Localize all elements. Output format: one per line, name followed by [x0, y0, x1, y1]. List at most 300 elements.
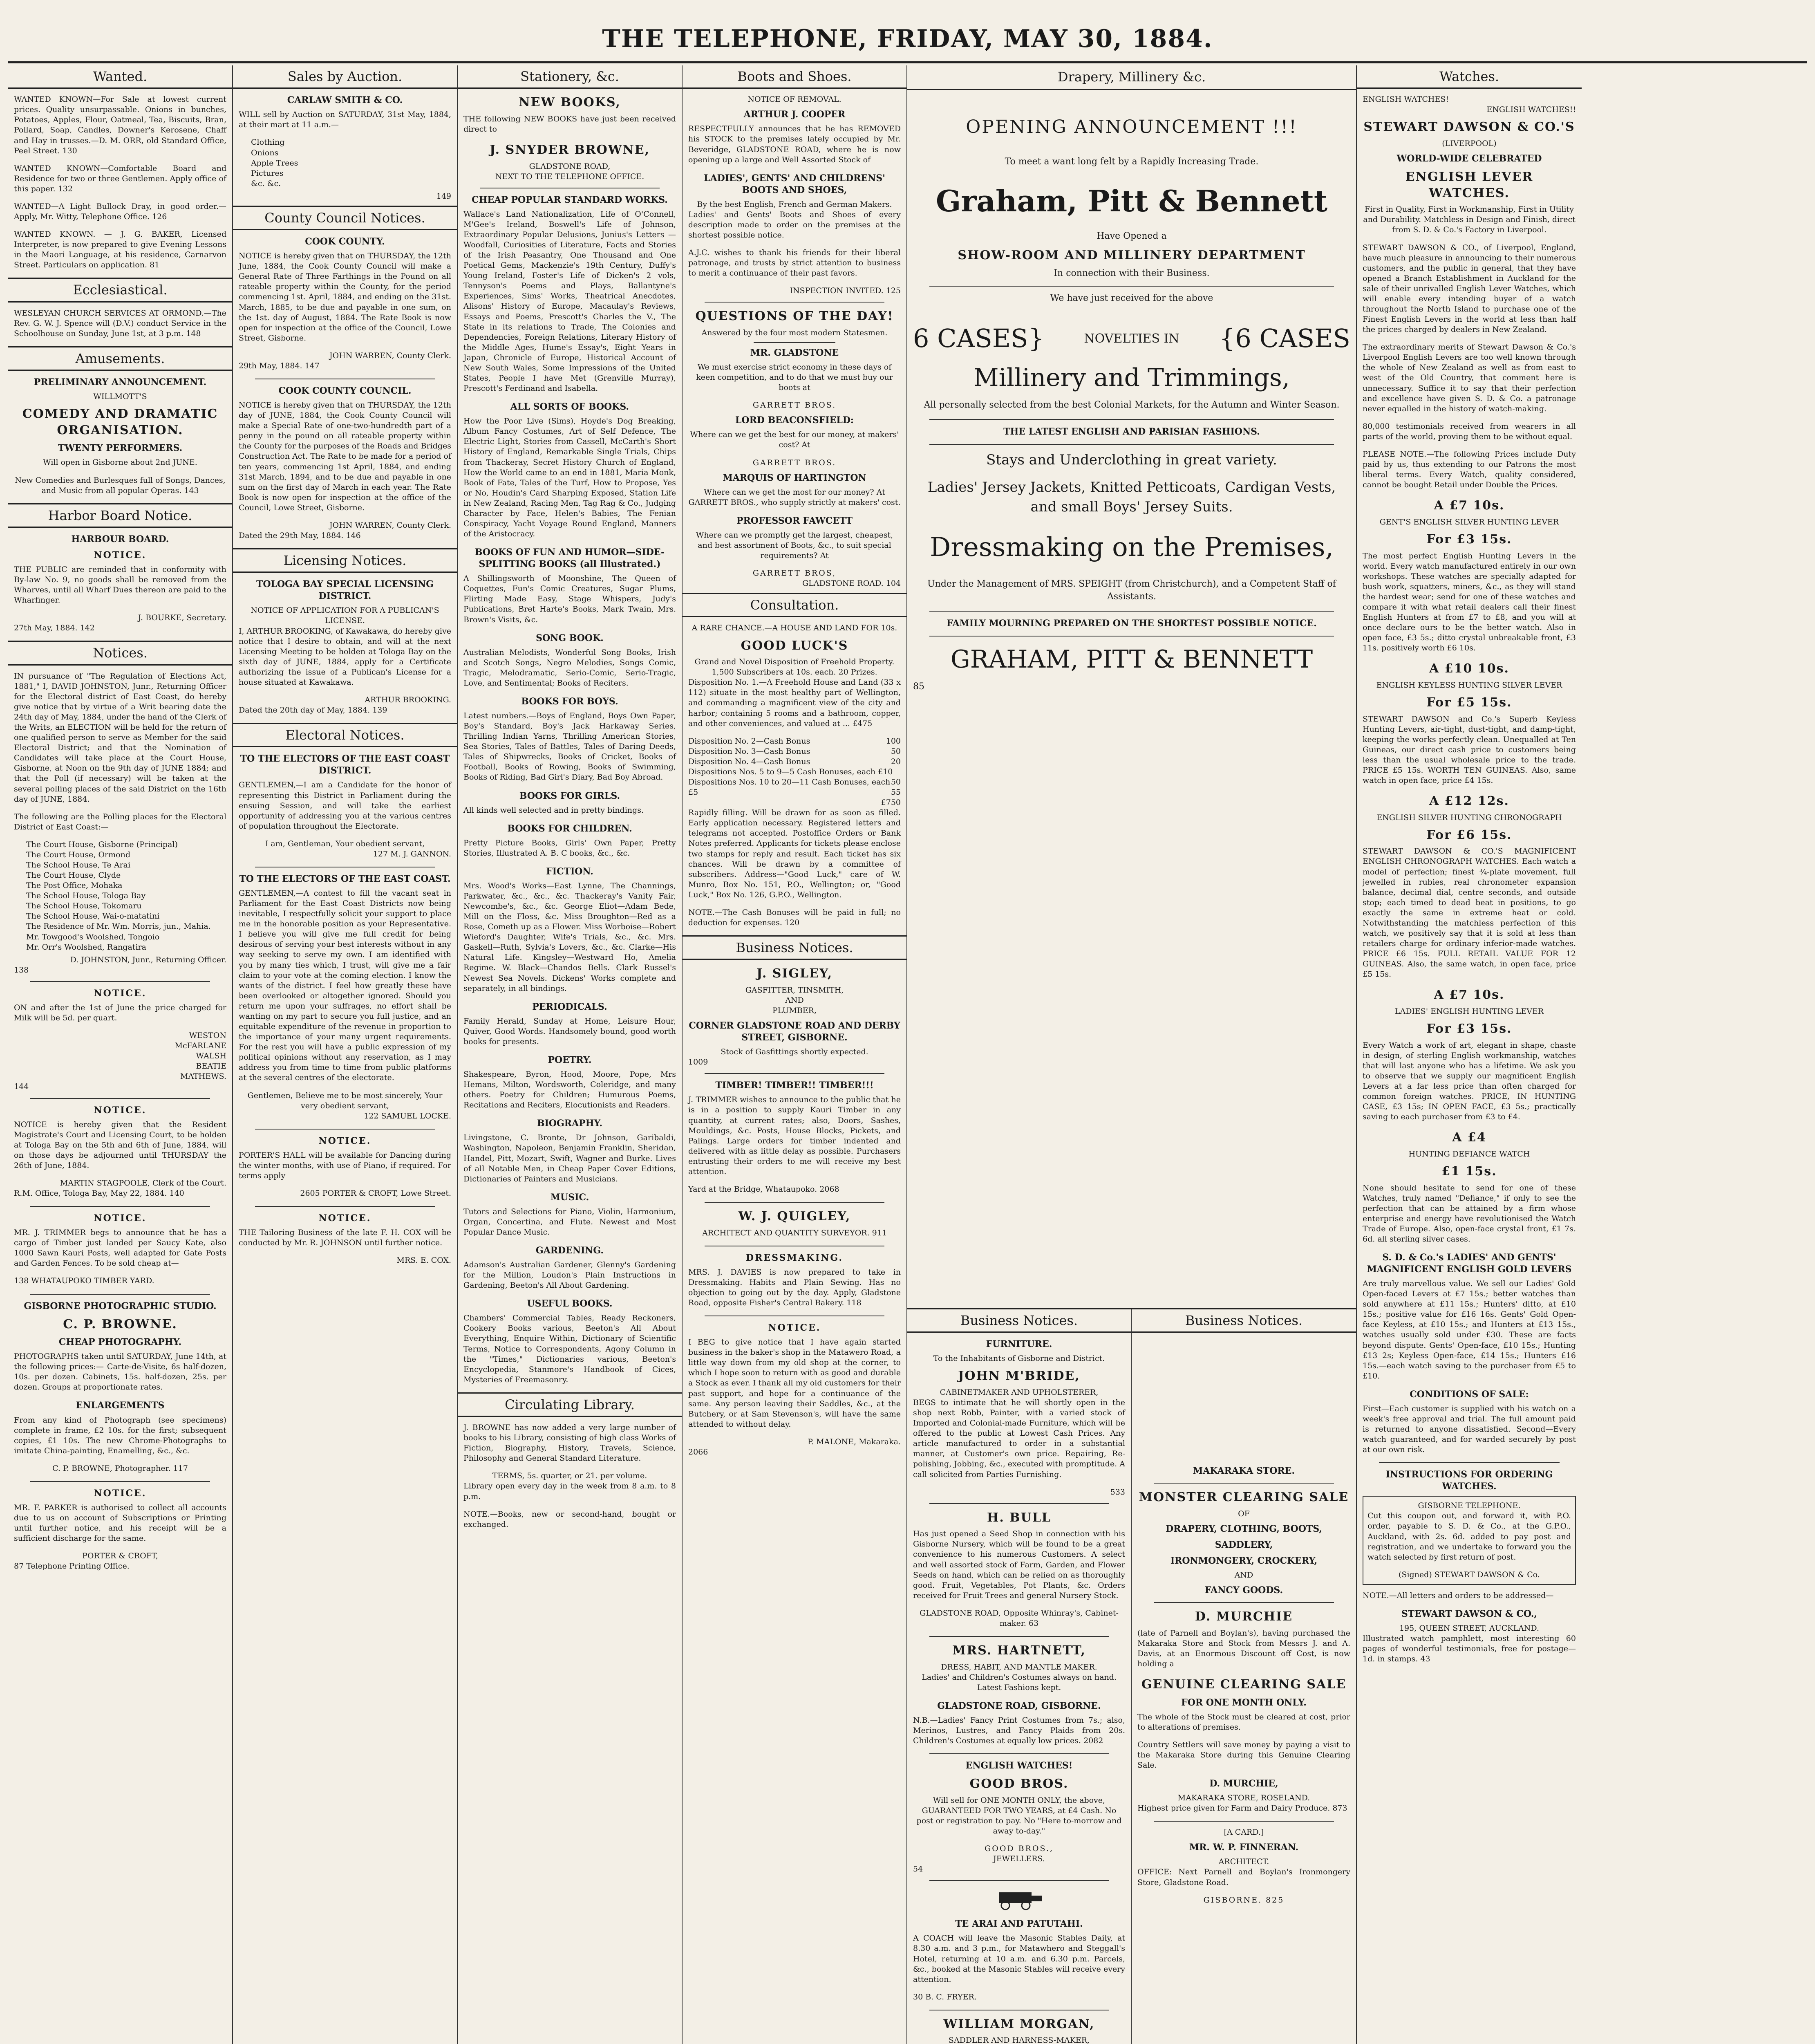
- section-heading-county: County Council Notices.: [233, 206, 457, 230]
- murchie-address: MAKARAKA STORE, ROSELAND.: [1177, 1793, 1310, 1803]
- section-heading-library: Circulating Library.: [458, 1392, 682, 1417]
- hartnett-body: Ladies' and Children's Costumes always on hand. Latest Fashions kept.: [922, 1672, 1117, 1692]
- section-heading-auction: Sales by Auction.: [233, 65, 457, 89]
- books-seller: J. SNYDER BROWNE,: [489, 142, 650, 157]
- divider: [30, 1206, 210, 1207]
- divider: [705, 1073, 884, 1074]
- coupon-sign: (Signed) STEWART DAWSON & Co.: [1399, 1570, 1540, 1579]
- consult-subscribers: 1,500 Subscribers at 10s. each. 20 Prizes.: [712, 668, 877, 677]
- prize-label: Disposition No. 4—Cash Bonus: [688, 757, 810, 766]
- dressmaking: Dressmaking on the Premises,: [930, 532, 1334, 563]
- harbor-sub: HARBOUR BOARD.: [71, 533, 169, 545]
- questions-title: QUESTIONS OF THE DAY!: [695, 309, 894, 324]
- polling-place: The School House, Wai-o-matatini: [26, 912, 160, 921]
- removal-footer: INSPECTION INVITED. 125: [790, 286, 901, 296]
- book-section-title: USEFUL BOOKS.: [527, 1298, 613, 1309]
- photo-studio: GISBORNE PHOTOGRAPHIC STUDIO.: [24, 1300, 217, 1311]
- book-section: [463, 194, 676, 394]
- election-notice: IN pursuance of "The Regulation of Elections Act, 1881," I, DAVID JOHNSTON, Junr., Returning Officer for the Electoral district of East Coast, do hereby give notice that by virtue of a Writ bearing date the 24th day of May, 1884, under the hand of the Clerk of the Writs, an ELECTION will be held for the return of one qualified person to serve as Member for the said Electoral District; and that the Nomination of Candidates will take place at the Court House, Gisborne, at Noon on the 9th day of JUNE 1884; and that the Poll (if necessary) will be taken at the several polling places of the said District on the 16th day of JUNE, 1884.: [14, 671, 226, 804]
- consult-body: Disposition No. 1.—A Freehold House and Land (33 x 112) situate in the most healthy part of Wellington, and commanding a magnificent view of the city and harbor; containing 5 rooms and a bathroom, copper, and other conveniences, and valued at ... £475: [688, 678, 901, 728]
- watch-firm: STEWART DAWSON & CO.'S: [1363, 120, 1575, 134]
- question-speaker: PROFESSOR FAWCETT: [736, 515, 853, 526]
- murchie-name: D. MURCHIE: [1195, 1609, 1293, 1624]
- divider: [929, 611, 1334, 612]
- watch-product: [1363, 498, 1576, 653]
- conditions-body: First—Each customer is supplied with his watch on a week's free approval and trial. The full amount paid is returned to anyone dissatisfied. Second—Every watch guaranteed, and for warded securely by post at our own risk.: [1363, 1404, 1576, 1455]
- milk-name: MATHEWS.: [180, 1072, 226, 1081]
- watch-price: A £4: [1452, 1130, 1486, 1145]
- court-notice-body: NOTICE is hereby given that the Resident Magistrate's Court and Licensing Court, to be holden at Tologa Bay on the 5th and 6th of June, 1884, will on those days be adjourned until THURSDAY the 26th of June, 1884.: [14, 1120, 226, 1170]
- polling-place: The Residence of Mr. Wm. Morris, jun., Mahia.: [26, 922, 211, 931]
- book-section: [463, 866, 676, 994]
- want-line: To meet a want long felt by a Rapidly Increasing Trade.: [1005, 157, 1259, 167]
- coupon-title: GISBORNE TELEPHONE.: [1418, 1501, 1521, 1511]
- divider: [1379, 1462, 1560, 1463]
- instructions-title: INSTRUCTIONS FOR ORDERING WATCHES.: [1385, 1469, 1553, 1492]
- wanted-ad-3: WANTED KNOWN. — J. G. BAKER, Licensed Interpreter, is now prepared to give Evening Lessons in the Maori Language, at his residence, Carnarvon Street. Particulars on application. 81: [14, 230, 226, 270]
- cox-notice-heading: NOTICE.: [318, 1213, 372, 1224]
- divider: [929, 636, 1334, 637]
- masthead: THE TELEPHONE, FRIDAY, MAY 30, 1884.: [8, 16, 1807, 63]
- book-section: [463, 1001, 676, 1047]
- fashions: THE LATEST ENGLISH AND PARISIAN FASHIONS.: [1003, 426, 1260, 437]
- photo-body: PHOTOGRAPHS taken until SATURDAY, June 14th, at the following prices:— Carte-de-Visite, 6s half-dozen, 10s. per dozen. Cabinets, 15s. half-dozen, 25s. per dozen. Groups at proportionate rates.: [14, 1352, 226, 1392]
- library-terms: TERMS, 5s. quarter, or 21. per volume.: [492, 1471, 647, 1481]
- divider: [929, 1880, 1109, 1881]
- firm-caps: GRAHAM, PITT & BENNETT: [950, 645, 1313, 674]
- harbor-sign: J. BOURKE, Secretary.: [138, 613, 226, 623]
- book-section: [463, 1298, 676, 1385]
- sigley-trade: GASFITTER, TINSMITH,: [745, 985, 844, 995]
- polling-intro: The following are the Polling places for the Electoral District of East Coast:—: [14, 812, 226, 831]
- prize-label: Disposition No. 2—Cash Bonus: [688, 736, 810, 746]
- book-section-title: BOOKS OF FUN AND HUMOR—SIDE-SPLITTING BOOKS (all Illustrated.): [474, 547, 665, 570]
- book-section-title: BOOKS FOR CHILDREN.: [507, 823, 632, 834]
- watch-name: LADIES' ENGLISH HUNTING LEVER: [1394, 1006, 1544, 1016]
- timber-notice-sign: 138 WHATAUPOKO TIMBER YARD.: [14, 1276, 154, 1286]
- licensing-title: TOLOGA BAY SPECIAL LICENSING DISTRICT.: [256, 579, 434, 602]
- quigley-body: ARCHITECT AND QUANTITY SURVEYOR. 911: [702, 1228, 887, 1237]
- auction-item: Clothing: [251, 138, 285, 147]
- county1-sign: JOHN WARREN, County Clerk.: [329, 351, 451, 360]
- goods-line: SADDLERY,: [1215, 1539, 1273, 1550]
- consult-intro: A RARE CHANCE.—A HOUSE AND LAND FOR 10s.: [692, 623, 897, 633]
- election-num: 138: [14, 965, 29, 975]
- library-body: J. BROWNE has now added a very large number of books to his Library, consisting of high class Works of Fiction, Biography, History, Travels, Science, Philosophy and General Standard Literature.: [463, 1423, 676, 1463]
- divider: [255, 1129, 435, 1130]
- dress-body: MRS. J. DAVIES is now prepared to take in Dressmaking. Habits and Plain Sewing. Has no objection to going out by the day. Apply, Gladstone Road, opposite Fisher's Central Bakery. 118: [688, 1267, 901, 1308]
- drapery-section: [907, 65, 1356, 1309]
- divider: [30, 981, 210, 982]
- parker-notice-footer: 87 Telephone Printing Office.: [14, 1562, 130, 1571]
- book-section-title: POETRY.: [548, 1054, 592, 1065]
- cases-row: [913, 321, 1350, 356]
- timber-notice-heading: NOTICE.: [94, 1213, 147, 1224]
- section-heading-ecclesiastical: Ecclesiastical.: [8, 278, 232, 302]
- question-text: Where can we promptly get the largest, cheapest, and best assortment of Boots, &c., to suit special requirements? At: [696, 530, 893, 560]
- divider: [1154, 1602, 1334, 1603]
- coach-picture: [913, 1887, 1125, 1914]
- book-section-body: Shakespeare, Byron, Hood, Moore, Pope, Mrs Hemans, Milton, Wordsworth, Coleridge, and many others. Poetry for Children; Humurous Poems, Recitations and Reciters, Elocutionists and Readers.: [463, 1070, 676, 1110]
- card-label: [A CARD.]: [1224, 1828, 1264, 1837]
- question-speaker: LORD BEACONSFIELD:: [735, 415, 854, 426]
- watch-name: GENT'S ENGLISH SILVER HUNTING LEVER: [1379, 517, 1559, 527]
- watch-firm-city: (LIVERPOOL): [1442, 139, 1497, 148]
- county1-date: 29th May, 1884. 147: [239, 361, 320, 370]
- removal-makers: By the best English, French and German Makers.: [697, 199, 892, 209]
- book-section-title: BOOKS FOR GIRLS.: [519, 790, 620, 801]
- coach-icon: [991, 1887, 1048, 1911]
- questions-footer: GLADSTONE ROAD. 104: [802, 579, 901, 588]
- prize-label: Disposition No. 3—Cash Bonus: [688, 746, 810, 756]
- mourning: FAMILY MOURNING PREPARED ON THE SHORTEST POSSIBLE NOTICE.: [947, 618, 1317, 629]
- amusements-performers: TWENTY PERFORMERS.: [58, 443, 183, 454]
- prize-row: [688, 746, 901, 757]
- gold-title: S. D. & Co.'s LADIES' AND GENTS' MAGNIFICENT ENGLISH GOLD LEVERS: [1367, 1252, 1572, 1275]
- coach-sign: 30 B. C. FRYER.: [913, 1992, 977, 2001]
- watch-desc: STEWART DAWSON and Co.'s Superb Keyless Hunting Levers, air-tight, dust-tight, and damp-tight, keeping the works perfectly clean. Unequalled at Ten Guineas, our direct cash price to customers being less than the usual wholesale price to the trade. PRICE £5 15s. WORTH TEN GUINEAS. Also, same watch in open face, price £4 15s.: [1363, 714, 1576, 785]
- received: We have just received for the above: [1050, 293, 1213, 303]
- sigley-trade: AND: [785, 996, 804, 1005]
- removal-body: RESPECTFULLY announces that he has REMOVED his STOCK to the premises lately occupied by Mr. Beveridge, GLADSTONE ROAD, where he is now opening up a large and Well Assorted Stock of: [688, 124, 901, 164]
- firm-name: Graham, Pitt & Bennett: [935, 184, 1328, 219]
- book-section-body: All kinds well selected and in pretty bindings.: [463, 805, 644, 815]
- book-section-title: GARDENING.: [535, 1245, 604, 1256]
- column-3: [458, 65, 683, 2044]
- prize-row: [688, 757, 901, 767]
- elect2-body: GENTLEMEN,—A contest to fill the vacant seat in Parliament for the East Coast Districts now being inevitable, I respectfully solicit your support to place me in the honorable position as your Representative. I believe you will give me full credit for being desirous of serving your best interests without in any way seeking to serve my own. I am identified with you by many ties which, I trust, will give me a fair claim to your vote at the coming election. I know the wants of the district. I feel how greatly these have been overlooked or altogether ignored. Should you return me upon your suffrages, no effort shall be wanting on my part to secure you full justice, and an equitable expenditure of the revenue in proportion to the importance of your many urgent requirements. For the rest you will have a public expression of my political opinions without any reservation, as I may address you from time to time from public platforms at the several centres of the electorate.: [239, 889, 451, 1083]
- milk-notice-heading: NOTICE.: [94, 988, 147, 999]
- milk-notice-body: ON and after the 1st of June the price charged for Milk will be 5d. per quart.: [14, 1003, 226, 1022]
- goodbros-name: GOOD BROS.: [969, 1777, 1069, 1791]
- milk-name: WESTON: [189, 1031, 226, 1040]
- hartnett-trade: DRESS, HABIT, AND MANTLE MAKER.: [941, 1662, 1097, 1672]
- sigley-num: 1009: [688, 1058, 708, 1067]
- watch-for: For £6 15s.: [1426, 827, 1512, 842]
- section-heading-harbor: Harbor Board Notice.: [8, 503, 232, 528]
- book-section-body: Livingstone, C. Bronte, Dr Johnson, Garibaldi, Washington, Napoleon, Benjamin Franklin, Sheridan, Handel, Pitt, Mozart, Swift, Wagner and Burke. Lives of all Notable Men, in Cheap Paper Cover Editions, Dictionaries of Painters and Musicians.: [463, 1133, 676, 1183]
- goodbros-trade: JEWELLERS.: [993, 1854, 1045, 1864]
- book-section-title: SONG BOOK.: [536, 632, 604, 643]
- section-heading-electoral: Electoral Notices.: [233, 723, 457, 747]
- business-subcolumn-b: [1132, 1309, 1356, 2044]
- amusements-line-1: Will open in Gisborne about 2nd JUNE.: [43, 458, 197, 467]
- banner-1: ENGLISH WATCHES!: [1363, 95, 1449, 104]
- makaraka: MAKARAKA STORE.: [1193, 1466, 1295, 1477]
- coach-body: A COACH will leave the Masonic Stables Daily, at 8.30 a.m. and 3 p.m., for Matawhero and Steggall's Hotel, returning at 10 a.m. and 6.30 p.m. Parcels, &c., booked at the Masonic Stables will receive every attention.: [913, 1934, 1125, 1984]
- showroom: SHOW-ROOM AND MILLINERY DEPARTMENT: [958, 248, 1306, 262]
- question-block: [688, 347, 901, 410]
- watch-desc: None should hesitate to send for one of these Watches, truly named "Defiance," if only to see the perfection that can be attained by a firm whose enterprise and energy have revolutionised the Watch Trade of Europe. Also, open-face crystal front, £1 7s. 6d. all sterling silver cases.: [1363, 1183, 1576, 1244]
- licensing-sub: NOTICE OF APPLICATION FOR A PUBLICAN'S LICENSE.: [251, 606, 439, 625]
- county2-sign: JOHN WARREN, County Clerk.: [329, 520, 451, 530]
- consult-note: NOTE.—The Cash Bonuses will be paid in full; no deduction for expenses. 120: [688, 908, 901, 928]
- watch-product: [1363, 661, 1576, 786]
- parker-notice-heading: NOTICE.: [94, 1488, 147, 1499]
- divider: [705, 302, 884, 303]
- malone-num: 2066: [688, 1447, 708, 1457]
- timber-body: J. TRIMMER wishes to announce to the public that he is in a position to supply Kauri Timber in any quantity, at current rates; also, Doors, Sashes, Mouldings, &c. Posts, House Blocks, Pickets, and Palings. Large orders for timber indented and delivered with as little delay as possible. Purchasers entrusting their orders to me will receive my best attention.: [688, 1095, 901, 1176]
- column-5: [907, 65, 1357, 2044]
- finneran-place: GISBORNE. 825: [1203, 1895, 1285, 1905]
- furniture-to: To the Inhabitants of Gisborne and District.: [933, 1354, 1105, 1363]
- divider: [929, 1636, 1109, 1637]
- bull-name: H. BULL: [987, 1510, 1051, 1525]
- malone-heading: NOTICE.: [768, 1322, 821, 1334]
- county2-body: NOTICE is hereby given that on THURSDAY, the 12th day of JUNE, 1884, the Cook County Council will make a Special Rate of one-two-hundredth part of a penny in the pound on all rateable property within the County for the purposes of the Roads and Bridges Construction Act. The Rate to be made for a period of ten years, commencing 1st April, 1884, and ending 31st March, 1894, and to be due and payable in one sum on the first day of March in each year. The Rate Book is now open for inspection at the office of the Council, Lowe Street, Gisborne.: [239, 401, 451, 512]
- hartnett-name: MRS. HARTNETT,: [952, 1643, 1086, 1658]
- timber-address: Yard at the Bridge, Whataupoko. 2068: [688, 1185, 839, 1194]
- bull-address: GLADSTONE ROAD, Opposite Whinray's, Cabinet-maker. 63: [920, 1608, 1119, 1628]
- have-opened: Have Opened a: [1097, 231, 1167, 241]
- watch-desc: Every Watch a work of art, elegant in shape, chaste in design, of sterling English workmanship, watches that will last anyone who has a lifetime. We ask you to observe that we supply our magnificent English Levers at a far less price than often charged for common foreign watches. PRICE, IN HUNTING CASE, £3 15s; IN OPEN FACE, £3 5s.; practically saving to each purchaser from £3 to £4.: [1363, 1040, 1576, 1122]
- book-section: [463, 632, 676, 688]
- book-section: [463, 1054, 676, 1110]
- prize-label: Dispositions Nos. 5 to 9—5 Cash Bonuses, each £10: [688, 767, 893, 776]
- furniture-name: JOHN M'BRIDE,: [958, 1369, 1080, 1383]
- section-heading-consultation: Consultation.: [683, 593, 906, 617]
- watch-price: A £7 10s.: [1434, 498, 1505, 513]
- of-label: OF: [1238, 1509, 1250, 1518]
- questions-intro: Answered by the four most modern Statesmen.: [701, 328, 888, 337]
- polling-place: The School House, Tologa Bay: [26, 891, 146, 901]
- question-text: Where can we get the most for our money? At GARRETT BROS., who supply strictly at makers' cost.: [688, 487, 901, 507]
- watch-for: For £3 15s.: [1426, 1022, 1512, 1036]
- prize-label: Dispositions Nos. 10 to 20—11 Cash Bonuses, each £5: [688, 778, 891, 797]
- divider: [929, 444, 1334, 445]
- banner-2: ENGLISH WATCHES!!: [1486, 105, 1576, 114]
- books-title: NEW BOOKS,: [519, 95, 621, 110]
- watch-desc: The most perfect English Hunting Levers in the world. Every watch manufactured entirely in our own workshops. These watches are specially adapted for bush work, squatters, miners, &c., as they will stand the hardest wear; send for one of these watches and compare it with what retail dealers call their finest English Hunters at from £7 to £8, and you will at once declare ours to be the better watch. Also in open face, £3 5s.; ditto crystal unbreakable front, £3 11s. positively worth £6 10s.: [1363, 551, 1576, 653]
- milk-num: 144: [14, 1082, 29, 1091]
- removal-notice: NOTICE OF REMOVAL.: [747, 95, 841, 104]
- consult-sub: Grand and Novel Disposition of Freehold Property.: [694, 657, 895, 667]
- book-section: [463, 401, 676, 539]
- section-heading-drapery: Drapery, Millinery &c.: [907, 65, 1356, 90]
- question-block: [688, 472, 901, 508]
- monster-sale: MONSTER CLEARING SALE: [1139, 1490, 1349, 1505]
- milk-name: WALSH: [196, 1051, 226, 1061]
- book-section-title: BOOKS FOR BOYS.: [521, 696, 618, 707]
- cases-left: 6 CASES}: [913, 323, 1045, 354]
- library-note: NOTE.—Books, new or second-hand, bought or exchanged.: [463, 1509, 676, 1529]
- pamphlet: Illustrated watch pamphlett, most interesting 60 pages of wonderful testimonials, free for postage—1d. in stamps. 43: [1363, 1634, 1576, 1664]
- watch-for: £1 15s.: [1441, 1164, 1497, 1179]
- book-section-body: Pretty Picture Books, Girls' Own Paper, Pretty Stories, Illustrated A. B. C books, &c., &c.: [463, 838, 676, 858]
- question-answer: GARRETT BROS.: [752, 458, 837, 467]
- business-notices-area: [907, 1309, 1356, 2044]
- question-speaker: MR. GLADSTONE: [750, 347, 839, 359]
- auction-item: Apple Trees: [251, 158, 298, 168]
- amusements-preliminary: PRELIMINARY ANNOUNCEMENT.: [34, 377, 207, 388]
- books-intro: THE following NEW BOOKS have just been received direct to: [463, 114, 676, 134]
- quigley-name: W. J. QUIGLEY,: [738, 1209, 851, 1224]
- divider: [705, 1202, 884, 1203]
- furniture-body: BEGS to intimate that he will shortly open in the shop next Robb, Painter, with a varied stock of Imported and Colonial-made Furniture, which will be offered to the public at Lowest Cash Prices. Any article manufactured to order in a substantial manner, at Customer's own price. Repairing, Re-polishing, Jobbing, &c., executed with promptitude. A call solicited from Parties Furnishing.: [913, 1398, 1125, 1479]
- harbor-notice-label: NOTICE.: [94, 549, 147, 560]
- question-speaker: MARQUIS OF HARTINGTON: [723, 472, 866, 483]
- auction-item: &c. &c.: [251, 179, 281, 188]
- prize-row: [688, 736, 901, 746]
- prize-value: 20: [891, 757, 901, 766]
- book-section-body: How the Poor Live (Sims), Hoyde's Dog Breaking, Album Fancy Costumes, Art of Self Defence, The Electric Light, Stories from Cassell, McCarth's Short History of England, Remarkable Single Trials, Chips from Thackeray, Secret History Church of England, How the World came to an end in 1881, Maria Monk, Book of Fate, Tales of the Turf, How to Propose, Yes or No, Houdin's Card Sharping Exposed, Station Life in New Zealand, Racing Men, Tag Rag & Co., Judging Character by Face, Helen's Babies, The Fenian Conspiracy, Yacht Voyage Round England, Manners of the Aristocracy.: [463, 417, 676, 539]
- millinery: Millinery and Trimmings,: [974, 363, 1290, 392]
- elect2-title: TO THE ELECTORS OF THE EAST COAST.: [239, 873, 451, 884]
- photo-name: C. P. BROWNE.: [63, 1317, 177, 1331]
- sigley-address: CORNER GLADSTONE ROAD AND DERBY STREET, GISBORNE.: [689, 1020, 900, 1043]
- goods-line: FANCY GOODS.: [1204, 1585, 1283, 1596]
- polling-place: Mr. Towgood's Woolshed, Tongoio: [26, 932, 160, 941]
- polling-list: [26, 840, 226, 953]
- genuine-sale: GENUINE CLEARING SALE: [1141, 1677, 1347, 1692]
- gold-body: Are truly marvellous value. We sell our Ladies' Gold Open-faced Levers at £7 15s.; better watches than sold anywhere at £11 15s.; Hunters' ditto, at £10 15s.; positive value for £16 16s. Gents' Gold Open-face Keyless, at £10 15s.; and Hunters at £13 15s., watches usually sold under £30. These are facts beyond dispute. Gents' Open-face, £10 15s.; Hunting £13 2s; Keyless Open-face, £14 15s.; Hunters £16 15s.—each watch saving to the purchaser from £5 to £10.: [1363, 1279, 1576, 1381]
- photo-cheap: CHEAP PHOTOGRAPHY.: [58, 1337, 182, 1348]
- book-section-title: PERIODICALS.: [532, 1001, 607, 1012]
- firm-num: 85: [913, 681, 924, 692]
- watch-extraordinary: The extraordinary merits of Stewart Dawson & Co.'s Liverpool English Levers are too well known through the whole of New Zealand as well as from east to west of the Old Country, that comment here is unnecessary. Suffice it to say that their perfection and excellence have given S. D. & Co. a patronage never equalled in the history of watch-making.: [1363, 343, 1576, 413]
- court-notice-heading: NOTICE.: [94, 1105, 147, 1116]
- cases-mid: NOVELTIES IN: [1084, 331, 1179, 346]
- milk-name: BEATIE: [196, 1062, 226, 1071]
- column-1: [8, 65, 233, 2044]
- divider: [30, 1481, 210, 1482]
- cox-notice-sign: MRS. E. COX.: [396, 1256, 451, 1265]
- section-heading-wanted: Wanted.: [8, 65, 232, 89]
- book-section: [463, 547, 676, 625]
- hartnett-address: GLADSTONE ROAD, GISBORNE.: [937, 1700, 1101, 1711]
- polling-place: The Post Office, Mohaka: [26, 881, 123, 890]
- malone-sign: P. MALONE, Makaraka.: [808, 1437, 901, 1446]
- divider: [1154, 1483, 1334, 1484]
- removal-stock: LADIES', GENTS' AND CHILDRENS' BOOTS AND SHOES,: [704, 173, 885, 195]
- cases-right: {6 CASES: [1219, 323, 1350, 354]
- watch-price: A £12 12s.: [1429, 794, 1509, 809]
- polling-place: Mr. Orr's Woolshed, Rangatira: [26, 942, 146, 952]
- prize-value: 100: [886, 736, 901, 746]
- watch-price: A £10 10s.: [1429, 661, 1509, 676]
- book-section-body: Wallace's Land Nationalization, Life of O'Connell, M'Gee's Ireland, Boswell's Life of Johnson, Extraordinary Popular Delusions, Junius's Letters — Woodfall, Curiosities of Literature, Facts and Stories of the Irish Peasantry, One Thousand and One Poetical Gems, Mackenzie's 19th Century, Duffy's Young Ireland, Foster's Life of Dicken's 2 vols, Tennyson's Poems and Plays, Ballantyne's Experiences, Sims' Works, Theatrical Anecdotes, Alisons' History of Europe, Macaulay's Reviews, Essays and Poems, Prescott's Charles the V., The State in its relations to Trade, The Colonies and Dependencies, Foreign Relations, Literary History of the Middle Ages, Hume's Essay's, Eight Years in Japan, Chronicle of Europe, Historical Account of New South Wales, Some Impressions of the United States, People I have Met (Grenville Murray), Prescott's Ferdinand and Isabella.: [463, 209, 676, 393]
- book-section-body: Tutors and Selections for Piano, Violin, Harmonium, Organ, Concertina, and Flute. Newest and Most Popular Dance Music.: [463, 1207, 676, 1237]
- goods-line: DRAPERY, CLOTHING, BOOTS,: [1165, 1523, 1323, 1534]
- watch-for: For £5 15s.: [1426, 695, 1512, 710]
- first-in: First in Quality, First in Workmanship, First in Utility and Durability. Matchless in Design and Finish, direct from S. D. & Co.'s Factory in Liverpool.: [1363, 205, 1576, 235]
- watch-product: [1363, 793, 1576, 979]
- celebrated: WORLD-WIDE CELEBRATED: [1396, 153, 1542, 164]
- book-section-body: Mrs. Wood's Works—East Lynne, The Channings, Parkwater, &c., &c., &c. Thackeray's Vanity Fair, Newcombe's, &c., &c. George Eliot—Adam Bede, Mill on the Floss, &c. Miss Broughton—Red as a Rose, Cometh up as a Flower. Miss Worboise—Robert Wieford's Daughter, Wife's Trials, &c., &c. Mrs. Gaskell—Ruth, Sylvia's Lovers, &c., &c. Clarke—His Natural Life. Kingsley—Westward Ho, Amelia Regime. W. Black—Chandos Bells. Clark Russel's Newest Sea Novels. Dickens' Works complete and separately, in all bindings.: [463, 881, 676, 993]
- sigley-name: J. SIGLEY,: [756, 966, 833, 981]
- hall-notice-body: PORTER'S HALL will be available for Dancing during the winter months, with use of Piano, if required. For terms apply: [239, 1150, 451, 1180]
- question-answer: GARRETT BROS,: [752, 569, 837, 578]
- auction-body: WILL sell by Auction on SATURDAY, 31st May, 1884, at their mart at 11 a.m.—: [239, 110, 451, 130]
- goodbros-body: Will sell for ONE MONTH ONLY, the above, GUARANTEED FOR TWO YEARS, at £4 Cash. No post or registration to pay. No "Here to-morrow and away to-day.": [916, 1795, 1122, 1836]
- hartnett-nb: N.B.—Ladies' Fancy Print Costumes from 7s.; also, Merinos, Lustres, and Fancy Plaids from 20s. Children's Costumes at equally low prices. 2082: [913, 1715, 1125, 1746]
- book-section-body: A Shillingsworth of Moonshine, The Queen of Coquettes, Fun's Comic Creatures, Sugar Plums, Flirting Made Easy, Stage Whispers, Judy's Publications, Bret Harte's Books, Mark Twain, Mrs. Brown's Visits, &c.: [463, 574, 676, 624]
- books-next: NEXT TO THE TELEPHONE OFFICE.: [495, 172, 645, 181]
- book-section-body: Chambers' Commercial Tables, Ready Reckoners, Cookery Books various, Beeton's All About Everything, Enquire Within, Dictionary of Scientific Terms, Notice to Correspondents, Agony Column in the "Times," Dictionaries various, Beeton's Encyclopedia, Stanmore's Handbook of Cices, Mysteries of Freemasonry.: [463, 1313, 676, 1384]
- question-answer: GARRETT BROS.: [752, 401, 837, 410]
- section-heading-stationery: Stationery, &c.: [458, 65, 682, 89]
- parker-notice-body: MR. F. PARKER is authorised to collect all accounts due to us on account of Subscriptions or Printing until further notice, and his receipt will be a sufficient discharge for the same.: [14, 1503, 226, 1543]
- malone-body: I BEG to give notice that I have again started business in the baker's shop in the Matawero Road, a little way down from my old shop at the corner, to which I hope soon to return with as good and durable a Stock as ever. I thank all my old customers for their past support, and hope for a continuance of the same. Any person leaving their Saddles, &c., at the Butchery, or at Sam Stevenson's, will have the same attended to without delay.: [688, 1338, 901, 1429]
- book-section: [463, 1192, 676, 1237]
- watch-price: A £7 10s.: [1434, 988, 1505, 1002]
- book-section-title: BIOGRAPHY.: [537, 1118, 603, 1129]
- watch-name: ENGLISH SILVER HUNTING CHRONOGRAPH: [1376, 813, 1562, 822]
- hall-notice-heading: NOTICE.: [318, 1135, 372, 1146]
- elect1-sign: 127 M. J. GANNON.: [373, 849, 451, 858]
- bull-body: Has just opened a Seed Shop in connection with his Gisborne Nursery, which will be found to be a great convenience to his numerous Customers. A select and well assorted stock of Farm, Garden, and Flower Seeds on hand, which can be relied on as thoroughly good. Fruit, Vegetables, Pot Plants, &c. Orders received for Fruit Trees and general Nursery Stock.: [913, 1529, 1125, 1600]
- book-section-body: Latest numbers.—Boys of England, Boys Own Paper, Boy's Standard, Boy's Jack Harkaway Series, Thrilling Indian Yarns, Thrilling American Stories, Sea Stories, Tales of Battles, Tales of Daring Deeds, Tales of Shipwrecks, Books of Cricket, Books of Football, Books of Rowing, Books of Swimming, Books of Riding, Bad Girl's Diary, Bad Boy Abroad.: [463, 711, 676, 782]
- elect2-close: Gentlemen, Believe me to be most sincerely, Your very obedient servant,: [247, 1091, 443, 1110]
- elect1-close: I am, Gentleman, Your obedient servant,: [265, 839, 425, 848]
- book-section-body: Adamson's Australian Gardener, Glenny's Gardening for the Million, Loudon's Plain Instructions in Gardening, Beeton's All About Gardening.: [463, 1260, 676, 1290]
- county2-date: Dated the 29th May, 1884. 146: [239, 531, 361, 540]
- sigley-trade: PLUMBER,: [772, 1006, 817, 1015]
- columns: [8, 65, 1806, 2044]
- divider: [30, 1098, 210, 1099]
- prize-value: 55: [891, 788, 901, 797]
- management: Under the Management of MRS. SPEIGHT (from Christchurch), and a Competent Staff of Assistants.: [927, 579, 1336, 602]
- auction-num: 149: [436, 191, 451, 201]
- jerseys: Ladies' Jersey Jackets, Knitted Petticoats, Cardigan Vests, and small Boys' Jersey Suits.: [927, 479, 1336, 515]
- court-notice-place: R.M. Office, Tologa Bay, May 22, 1884. 140: [14, 1189, 184, 1198]
- books-address: GLADSTONE ROAD,: [529, 161, 611, 171]
- wanted-ad-1: WANTED KNOWN—Comfortable Board and Residence for two or three Gentlemen. Apply office of this paper. 132: [14, 164, 226, 193]
- removal-thanks: A.J.C. wishes to thank his friends for their liberal patronage, and trusts by strict attention to business to merit a continuance of their past favors.: [688, 248, 901, 278]
- produce: Highest price given for Farm and Dairy Produce. 873: [1137, 1804, 1347, 1813]
- stays: Stays and Underclothing in great variety.: [986, 451, 1277, 468]
- question-block: [688, 515, 901, 578]
- finneran-trade: ARCHITECT.: [1218, 1857, 1269, 1867]
- goods-line: AND: [1234, 1571, 1253, 1580]
- finneran-office: OFFICE: Next Parnell and Boylan's Ironmongery Store, Gladstone Road.: [1137, 1867, 1350, 1887]
- opening-announcement: OPENING ANNOUNCEMENT !!!: [966, 116, 1298, 137]
- question-block: [688, 415, 901, 468]
- morgan-name: WILLIAM MORGAN,: [943, 2017, 1095, 2031]
- licensing-date: Dated the 20th day of May, 1884. 139: [239, 706, 387, 715]
- settlers: Country Settlers will save money by paying a visit to the Makaraka Store during this Genuine Clearing Sale.: [1137, 1740, 1350, 1770]
- book-section-title: MUSIC.: [550, 1192, 589, 1203]
- consult-total: £750: [881, 798, 901, 807]
- spacer: [1137, 1338, 1350, 1461]
- section-heading-amusements: Amusements.: [8, 346, 232, 371]
- divider: [30, 1294, 210, 1295]
- goodbros-num: 54: [913, 1865, 923, 1874]
- polling-place: The Court House, Clyde: [26, 871, 121, 880]
- divider: [754, 342, 835, 343]
- book-section: [463, 696, 676, 783]
- county2-title: COOK COUNTY COUNCIL.: [278, 385, 412, 397]
- watches-ad: ENGLISH WATCHES!: [965, 1760, 1073, 1771]
- ecclesiastical-ad: WESLEYAN CHURCH SERVICES AT ORMOND.—The Rev. G. W. J. Spence will (D.V.) conduct Service in the Schoolhouse on Sunday, June 1st, at 3 p.m. 148: [14, 308, 226, 338]
- polling-place: The Court House, Gisborne (Principal): [26, 840, 178, 849]
- final-firm: STEWART DAWSON & CO.,: [1401, 1608, 1537, 1619]
- auction-firm: CARLAW SMITH & CO.: [287, 95, 403, 106]
- book-section-body: Family Herald, Sunday at Home, Leisure Hour, Quiver, Good Words. Handsomely bound, good worth books for presents.: [463, 1016, 676, 1046]
- prize-value: 50: [891, 746, 901, 756]
- consult-fine: Rapidly filling. Will be drawn for as soon as filled. Early application necessary. Registered letters and telegrams not accepted. Postoffice Orders or Bank Notes preferred. Applicants for tickets please enclose two stamps for reply and result. Each ticket has six chances. Will be drawn by a committee of subscribers. Address—"Good Luck," care of W. Munro, Box No. 151, P.O., Wellington; or, "Good Luck," Box No. 126, G.P.O., Wellington.: [688, 808, 901, 899]
- watch-name: ENGLISH KEYLESS HUNTING SILVER LEVER: [1376, 680, 1562, 690]
- photo-enlarge-body: From any kind of Photograph (see specimens) complete in frame, £2 10s. for the first; subsequent copies, £1 10s. The new Chrome-Photographs to imitate China-painting, Enamelling, &c., &c.: [14, 1415, 226, 1455]
- county1-body: NOTICE is hereby given that on THURSDAY, the 12th June, 1884, the Cook County Council will make a General Rate of Three Farthings in the Pound on all rateable property within the County, for the period commencing 1st. April, 1884, and ending on the 31st. March, 1885, to be due and payable in one sum, on the 1st. day of August, 1884. The Rate Book is now open for inspection at the office of the Council, Lowe Street, Gisborne.: [239, 251, 451, 343]
- conditions-title: CONDITIONS OF SALE:: [1410, 1389, 1529, 1400]
- harbor-date: 27th May, 1884. 142: [14, 623, 95, 633]
- watch-product: [1363, 1130, 1576, 1244]
- court-notice-sign: MARTIN STAGPOOLE, Clerk of the Court.: [60, 1178, 226, 1188]
- polling-place: The Court House, Ormond: [26, 850, 130, 859]
- section-heading-business-a: Business Notices.: [907, 1309, 1131, 1333]
- business-subcolumn-a: [907, 1309, 1132, 2044]
